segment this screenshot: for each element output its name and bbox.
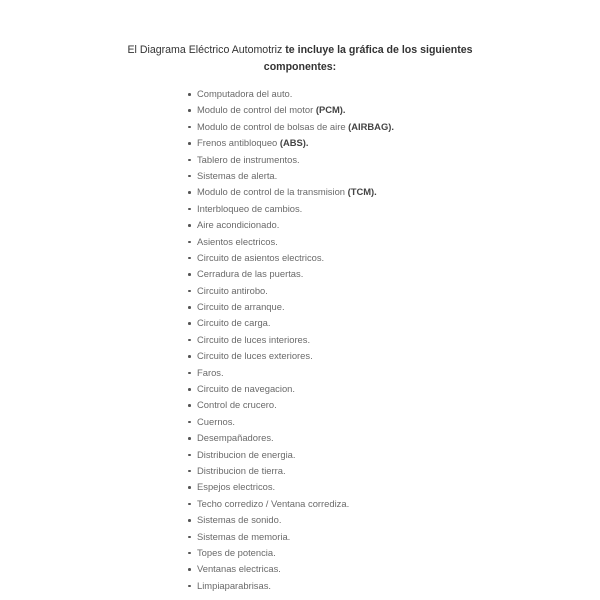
list-item-text: Sistemas de alerta. (197, 169, 278, 181)
list-item-text: Aire acondicionado. (197, 219, 280, 231)
intro-paragraph (100, 42, 500, 76)
list-item (197, 463, 394, 479)
list-item-text: Circuito antirobo. (197, 284, 268, 296)
list-item-text: Faros. (197, 366, 224, 378)
list-item (197, 496, 394, 512)
list-item (197, 447, 394, 463)
list-item-text: Interbloqueo de cambios. (197, 202, 303, 214)
list-item-text: Cuernos. (197, 415, 236, 427)
list-item (197, 315, 394, 331)
list-item-abbreviation: (AIRBAG). (348, 120, 394, 132)
list-item (197, 545, 394, 561)
list-item-text: Distribucion de tierra. (197, 464, 286, 476)
list-item-text: Modulo de control de bolsas de aire (197, 120, 349, 132)
list-item (197, 512, 394, 528)
list-item-text: Limpiaparabrisas. (197, 579, 271, 591)
list-item (197, 430, 394, 446)
components-list (197, 86, 394, 594)
list-item (197, 561, 394, 577)
list-item-text: Asientos electricos. (197, 235, 278, 247)
intro-bold-text: te incluye la gráfica de los siguientes componentes: (263, 44, 473, 73)
list-item-text: Circuito de carga. (197, 317, 271, 329)
list-item (197, 479, 394, 495)
list-item-text: Sistemas de sonido. (197, 514, 282, 526)
list-item-text: Desempañadores. (197, 432, 274, 444)
list-item-text: Circuito de luces interiores. (197, 333, 311, 345)
list-item-text: Tablero de instrumentos. (197, 153, 300, 165)
list-item (197, 250, 394, 266)
list-item-text: Distribucion de energia. (197, 448, 296, 460)
list-item (197, 184, 394, 200)
list-item (197, 135, 394, 151)
list-item-abbreviation: (TCM). (347, 186, 377, 198)
list-item (197, 102, 394, 118)
list-item (197, 397, 394, 413)
list-item-text: Modulo de control de la transmision (197, 186, 348, 198)
list-item-abbreviation: (PCM). (315, 104, 346, 116)
list-item-text: Techo corredizo / Ventana corrediza. (197, 497, 350, 509)
intro-normal-text: El Diagrama Eléctrico Automotriz (127, 44, 286, 56)
list-item (197, 365, 394, 381)
list-item-text: Circuito de luces exteriores. (197, 350, 313, 362)
list-item-text: Sistemas de memoria. (197, 530, 291, 542)
list-item-text: Modulo de control del motor (197, 104, 316, 116)
list-item-abbreviation: (ABS). (279, 137, 309, 149)
list-item-text: Topes de potencia. (197, 546, 276, 558)
list-item (197, 348, 394, 364)
list-item-text: Cerradura de las puertas. (197, 268, 304, 280)
list-item (197, 283, 394, 299)
list-item-text: Circuito de asientos electricos. (197, 251, 325, 263)
list-item (197, 529, 394, 545)
list-item (197, 86, 394, 102)
list-item-text: Computadora del auto. (197, 88, 293, 99)
list-item (197, 168, 394, 184)
list-item-text: Espejos electricos. (197, 481, 276, 493)
list-item (197, 381, 394, 397)
list-item (197, 234, 394, 250)
list-item-text: Frenos antibloqueo (197, 137, 280, 149)
list-item (197, 266, 394, 282)
list-item-text: Ventanas electricas. (197, 563, 281, 575)
list-item-text: Circuito de navegacion. (197, 383, 295, 395)
list-item (197, 332, 394, 348)
list-item-text: Control de crucero. (197, 399, 277, 411)
list-item (197, 201, 394, 217)
list-item (197, 217, 394, 233)
list-item (197, 578, 394, 594)
list-item (197, 414, 394, 430)
list-item (197, 152, 394, 168)
list-item (197, 299, 394, 315)
list-item (197, 119, 394, 135)
list-item-text: Circuito de arranque. (197, 301, 285, 313)
